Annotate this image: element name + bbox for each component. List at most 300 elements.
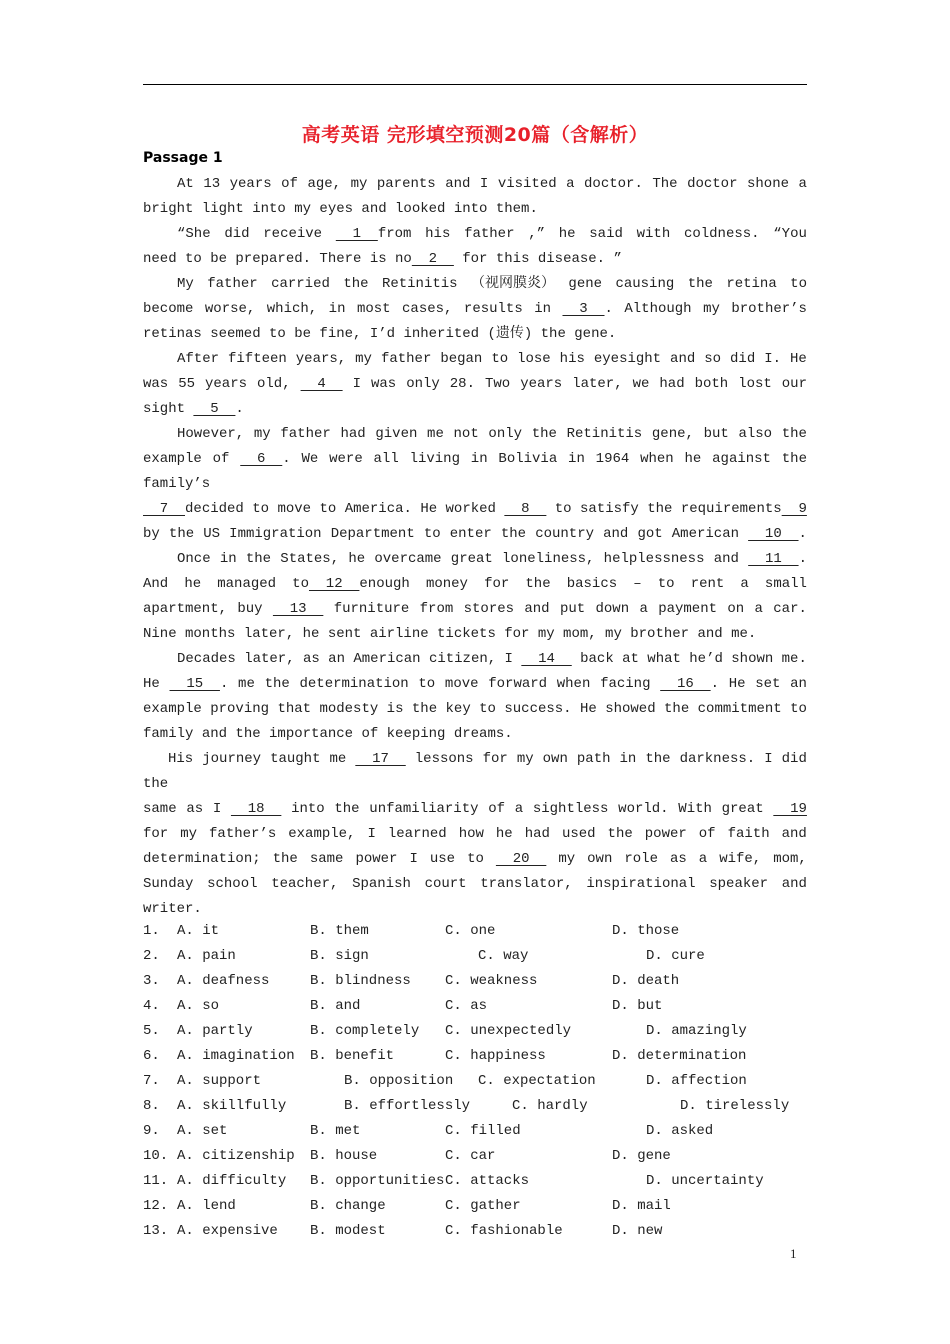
word: the	[540, 326, 566, 342]
word: of	[361, 726, 379, 742]
word: own	[542, 751, 568, 767]
blank-11: 11	[748, 551, 799, 567]
option-choice: D. but	[612, 998, 663, 1014]
word: determination;	[143, 851, 261, 867]
option-choice: D. mail	[612, 1198, 671, 1214]
word: and	[670, 351, 696, 367]
word: success.	[504, 701, 572, 717]
word: gene.	[574, 326, 617, 342]
word: to	[467, 851, 484, 867]
word: family’s	[143, 476, 211, 492]
word	[773, 797, 807, 822]
word: put	[559, 601, 586, 617]
word: he	[684, 451, 702, 467]
word: forward	[488, 676, 548, 692]
word: an	[328, 651, 345, 667]
word: 16 .	[660, 676, 720, 692]
word: as	[669, 851, 687, 867]
word: the	[645, 751, 671, 767]
question-number: 5.	[143, 1023, 160, 1039]
word: my	[605, 626, 622, 642]
word: a	[566, 176, 575, 192]
text-line	[143, 872, 807, 897]
word: was	[143, 376, 169, 392]
word: but	[703, 426, 729, 442]
text-line	[143, 522, 807, 547]
option-choice: D. uncertainty	[646, 1173, 764, 1189]
word: to	[418, 676, 436, 692]
word: Once	[177, 551, 211, 567]
question-number: 2.	[143, 948, 160, 964]
word: (遗传)	[487, 326, 533, 342]
word: a	[754, 601, 763, 617]
blank-8: 8	[504, 501, 547, 517]
word: in	[534, 301, 552, 317]
text-line	[143, 597, 807, 622]
word: shown	[731, 651, 774, 667]
word: from	[419, 601, 454, 617]
word: father	[464, 226, 515, 242]
word: as	[302, 651, 320, 667]
word: tickets	[437, 626, 496, 642]
word: to	[790, 276, 807, 292]
option-choice: A. set	[177, 1123, 228, 1139]
word: gene	[568, 276, 603, 292]
word: mom,	[563, 626, 597, 642]
word: months	[185, 626, 236, 642]
word: ,”	[528, 226, 546, 242]
option-choice: B. opposition	[344, 1073, 454, 1089]
word: age,	[307, 176, 342, 192]
word: is	[369, 251, 387, 267]
word: We	[301, 451, 319, 467]
word: a	[698, 851, 708, 867]
word: doctor	[687, 176, 738, 192]
word: of	[212, 451, 230, 467]
word: “She	[177, 226, 211, 242]
option-choice: C. as	[445, 998, 488, 1014]
word: 6 .	[240, 451, 291, 467]
text-line	[143, 747, 807, 772]
word: great	[450, 551, 493, 567]
word: he	[184, 576, 202, 592]
word: the	[168, 526, 195, 542]
word: my	[180, 826, 198, 842]
word: stores	[463, 601, 515, 617]
question-number: 13.	[143, 1223, 169, 1239]
blank-12: 12	[308, 576, 360, 592]
option-choice: B. blindness	[310, 973, 411, 989]
blank-5: 5	[193, 401, 236, 417]
option-choice: D. new	[612, 1223, 663, 1239]
word	[521, 647, 571, 672]
text-line	[143, 772, 807, 797]
word: great	[721, 801, 764, 817]
word: causing	[615, 276, 675, 292]
word: how	[458, 826, 484, 842]
word: when	[640, 451, 674, 467]
blank-4: 4	[300, 376, 343, 392]
word: basics	[566, 576, 618, 592]
word: in	[568, 451, 585, 467]
option-choice: A. deafness	[177, 973, 270, 989]
word: move	[444, 676, 479, 692]
word: Nine	[143, 626, 177, 642]
option-choice: C. gather	[445, 1198, 521, 1214]
word: I	[352, 376, 361, 392]
document-title: 高考英语 完形填空预测20篇（含解析）	[301, 124, 649, 146]
word: brother’s	[731, 301, 807, 317]
option-choice: C. car	[445, 1148, 496, 1164]
word: my	[703, 301, 720, 317]
word: family	[143, 726, 194, 742]
option-choice: C. weakness	[445, 973, 538, 989]
word: the	[647, 501, 673, 517]
word: showed	[605, 701, 656, 717]
word: States,	[280, 551, 340, 567]
word: fifteen	[227, 351, 287, 367]
word: the	[245, 551, 272, 567]
word: He	[789, 351, 807, 367]
option-row	[143, 944, 807, 969]
option-choice: C. expectation	[478, 1073, 596, 1089]
word: doctor.	[584, 176, 643, 192]
option-choice: B. met	[310, 1123, 361, 1139]
word: the	[334, 801, 360, 817]
word: journey	[202, 751, 262, 767]
word: power	[355, 851, 398, 867]
word	[355, 747, 405, 772]
word: given	[375, 426, 418, 442]
text-line	[143, 722, 807, 747]
word: Sunday	[143, 876, 194, 892]
word: a	[514, 801, 524, 817]
blank-18: 18	[230, 801, 282, 817]
word: his	[559, 351, 585, 367]
word: commitment	[697, 701, 782, 717]
word: court	[424, 876, 467, 892]
word: 55	[178, 376, 196, 392]
word: speaker	[709, 876, 769, 892]
word: prepared.	[235, 251, 312, 267]
text-line	[143, 447, 807, 472]
word: me.	[781, 651, 807, 667]
page-number: 1	[790, 1246, 797, 1261]
word: years,	[295, 351, 347, 367]
word: car.	[773, 601, 807, 617]
blank-6: 6	[240, 451, 283, 467]
word: My	[177, 276, 194, 292]
word: that	[277, 701, 312, 717]
word: my	[537, 626, 555, 642]
option-choice: A. pain	[177, 948, 236, 964]
word: and	[445, 176, 471, 192]
word: me	[238, 676, 255, 692]
word: to	[479, 701, 496, 717]
word	[496, 847, 546, 872]
word: not	[453, 426, 479, 442]
word: However,	[177, 426, 245, 442]
word: bright	[143, 201, 194, 217]
word: I	[367, 826, 376, 842]
word	[273, 597, 323, 622]
option-choice: A. citizenship	[177, 1148, 295, 1164]
word: the	[781, 426, 807, 442]
word: overcame	[374, 551, 442, 567]
word: airline	[369, 626, 429, 642]
option-choice: A. support	[177, 1073, 262, 1089]
word: buy	[237, 601, 263, 617]
word: Decades	[177, 651, 236, 667]
word: example	[143, 451, 202, 467]
word: be	[210, 251, 228, 267]
word: money	[425, 576, 468, 592]
question-number: 4.	[143, 998, 160, 1014]
word: he	[302, 626, 320, 642]
word: move	[277, 501, 312, 517]
option-choice: A. expensive	[177, 1223, 278, 1239]
passage-body	[143, 172, 807, 922]
word: both	[694, 376, 729, 392]
word: old,	[257, 376, 291, 392]
blank-14: 14	[521, 651, 572, 667]
word: world.	[618, 801, 669, 817]
word: determination	[299, 676, 409, 692]
word: I.	[764, 351, 782, 367]
word: years	[229, 176, 272, 192]
word: At	[177, 176, 194, 192]
option-choice: B. completely	[310, 1023, 420, 1039]
word: for	[143, 826, 169, 842]
word: I’d	[369, 326, 396, 342]
word: and	[361, 201, 387, 217]
option-choice: C. happiness	[445, 1048, 546, 1064]
word: His	[168, 751, 194, 767]
word: keeping	[386, 726, 446, 742]
word: retina	[726, 276, 777, 292]
word: 1 from	[335, 226, 412, 242]
blank-9: 9	[781, 501, 807, 517]
word: shone	[746, 176, 789, 192]
word: to	[269, 326, 286, 342]
word: he	[495, 826, 513, 842]
text-line	[143, 347, 807, 372]
word: I	[504, 651, 513, 667]
word: requirements 9	[680, 501, 807, 517]
word: only	[488, 426, 523, 442]
word: coldness.	[683, 226, 760, 242]
word: looked	[395, 201, 446, 217]
word: an	[790, 676, 807, 692]
word: proving	[210, 701, 270, 717]
word: Although	[624, 301, 692, 317]
word: and	[781, 876, 807, 892]
word: did	[224, 226, 250, 242]
blank-7: 7	[143, 501, 186, 517]
word: the	[500, 526, 527, 542]
word: my	[350, 176, 368, 192]
word: when	[556, 676, 591, 692]
word: There	[319, 251, 362, 267]
word: learned	[387, 826, 447, 842]
text-line	[143, 572, 807, 597]
text-line	[143, 222, 807, 247]
word: father’s	[209, 826, 277, 842]
word: The	[652, 176, 678, 192]
word: unfamiliarity	[369, 801, 479, 817]
text-line	[143, 797, 807, 822]
word: sightless	[532, 801, 609, 817]
word: in	[470, 451, 488, 467]
text-line	[143, 297, 807, 322]
word: which,	[266, 301, 318, 317]
blank-2: 2	[411, 251, 454, 267]
word: so	[704, 351, 722, 367]
word: results	[463, 301, 523, 317]
word: power	[644, 826, 687, 842]
word: and	[781, 826, 807, 842]
word: lessons	[414, 751, 474, 767]
word: down	[595, 601, 630, 617]
word: of	[488, 801, 506, 817]
word: to	[423, 526, 441, 542]
blank-1: 1	[335, 226, 378, 242]
word: for	[504, 626, 530, 642]
word: most	[356, 301, 391, 317]
word: cases,	[402, 301, 453, 317]
word: we	[632, 376, 650, 392]
option-row	[143, 969, 807, 994]
word: Bolivia	[498, 451, 558, 467]
word: I	[212, 801, 222, 817]
word: later,	[572, 376, 623, 392]
word: our	[781, 376, 807, 392]
word: 28.	[449, 376, 475, 392]
option-choice: D. affection	[646, 1073, 747, 1089]
word: US	[203, 526, 221, 542]
option-choice: B. modest	[310, 1223, 386, 1239]
word: on	[727, 601, 745, 617]
word: were	[329, 451, 363, 467]
word: fine,	[319, 326, 362, 342]
word: for	[484, 576, 510, 592]
word: sight	[143, 401, 186, 417]
option-choice: A. imagination	[177, 1048, 295, 1064]
text-line	[143, 822, 807, 847]
word: he	[558, 226, 576, 242]
word: his	[425, 226, 451, 242]
option-choice: D. gene	[612, 1148, 671, 1164]
question-number: 1.	[143, 923, 160, 939]
word: to	[790, 701, 807, 717]
option-choice: D. determination	[612, 1048, 747, 1064]
header-rule	[143, 84, 807, 85]
question-number: 8.	[143, 1098, 160, 1114]
word: only	[406, 376, 440, 392]
word: light	[201, 201, 244, 217]
option-choice: D. amazingly	[646, 1023, 747, 1039]
word: the	[272, 851, 298, 867]
word	[301, 372, 343, 397]
word: for	[462, 251, 488, 267]
text-line	[143, 622, 807, 647]
word: into	[291, 801, 325, 817]
question-number: 11.	[143, 1173, 169, 1189]
text-line	[143, 497, 807, 522]
question-number: 10.	[143, 1148, 169, 1164]
word: be	[294, 326, 312, 342]
word: me	[427, 426, 444, 442]
word: of	[698, 826, 716, 842]
word: had	[524, 826, 550, 842]
option-choice: C. one	[445, 923, 496, 939]
word: against	[712, 451, 771, 467]
word: father	[280, 426, 331, 442]
word: the	[264, 676, 290, 692]
word: to	[319, 501, 337, 517]
text-line	[143, 172, 807, 197]
word: inspirational	[586, 876, 696, 892]
word: no 2	[395, 251, 454, 267]
word: as	[186, 801, 204, 817]
word: to	[185, 251, 202, 267]
word: brother	[630, 626, 690, 642]
word: loneliness,	[502, 551, 595, 567]
option-choice: D. asked	[646, 1123, 714, 1139]
option-choice: D. cure	[646, 948, 705, 964]
blank-20: 20	[495, 851, 547, 867]
word: Immigration	[229, 526, 322, 542]
option-row	[143, 1194, 807, 1219]
option-choice: B. and	[310, 998, 361, 1014]
word: me	[329, 751, 347, 767]
word: visited	[497, 176, 557, 192]
word: same	[309, 851, 344, 867]
word: my	[253, 426, 271, 442]
word: He	[143, 676, 160, 692]
word: helplessness	[603, 551, 705, 567]
blank-15: 15	[169, 676, 220, 692]
word: at	[622, 651, 639, 667]
word: the	[531, 426, 557, 442]
word: the	[143, 776, 169, 792]
word: small	[764, 576, 807, 592]
word: –	[633, 576, 642, 592]
text-line	[143, 672, 807, 697]
word: and	[524, 601, 550, 617]
word: a	[639, 601, 648, 617]
word: the	[235, 726, 261, 742]
word: I	[764, 751, 773, 767]
option-row	[143, 1069, 807, 1094]
blank-17: 17	[355, 751, 406, 767]
option-choice: C. attacks	[445, 1173, 530, 1189]
word: my	[294, 201, 312, 217]
text-line	[143, 372, 807, 397]
word: this	[495, 251, 530, 267]
word: me.	[731, 626, 757, 642]
word: father	[380, 351, 432, 367]
option-choice: B. them	[310, 923, 369, 939]
word: Retinitis	[381, 276, 458, 292]
word: faith	[727, 826, 770, 842]
word: taught	[270, 751, 321, 767]
word: the	[687, 276, 713, 292]
word: example,	[288, 826, 356, 842]
word: got	[637, 526, 663, 542]
word: years	[205, 376, 248, 392]
option-choice: A. so	[177, 998, 220, 1014]
